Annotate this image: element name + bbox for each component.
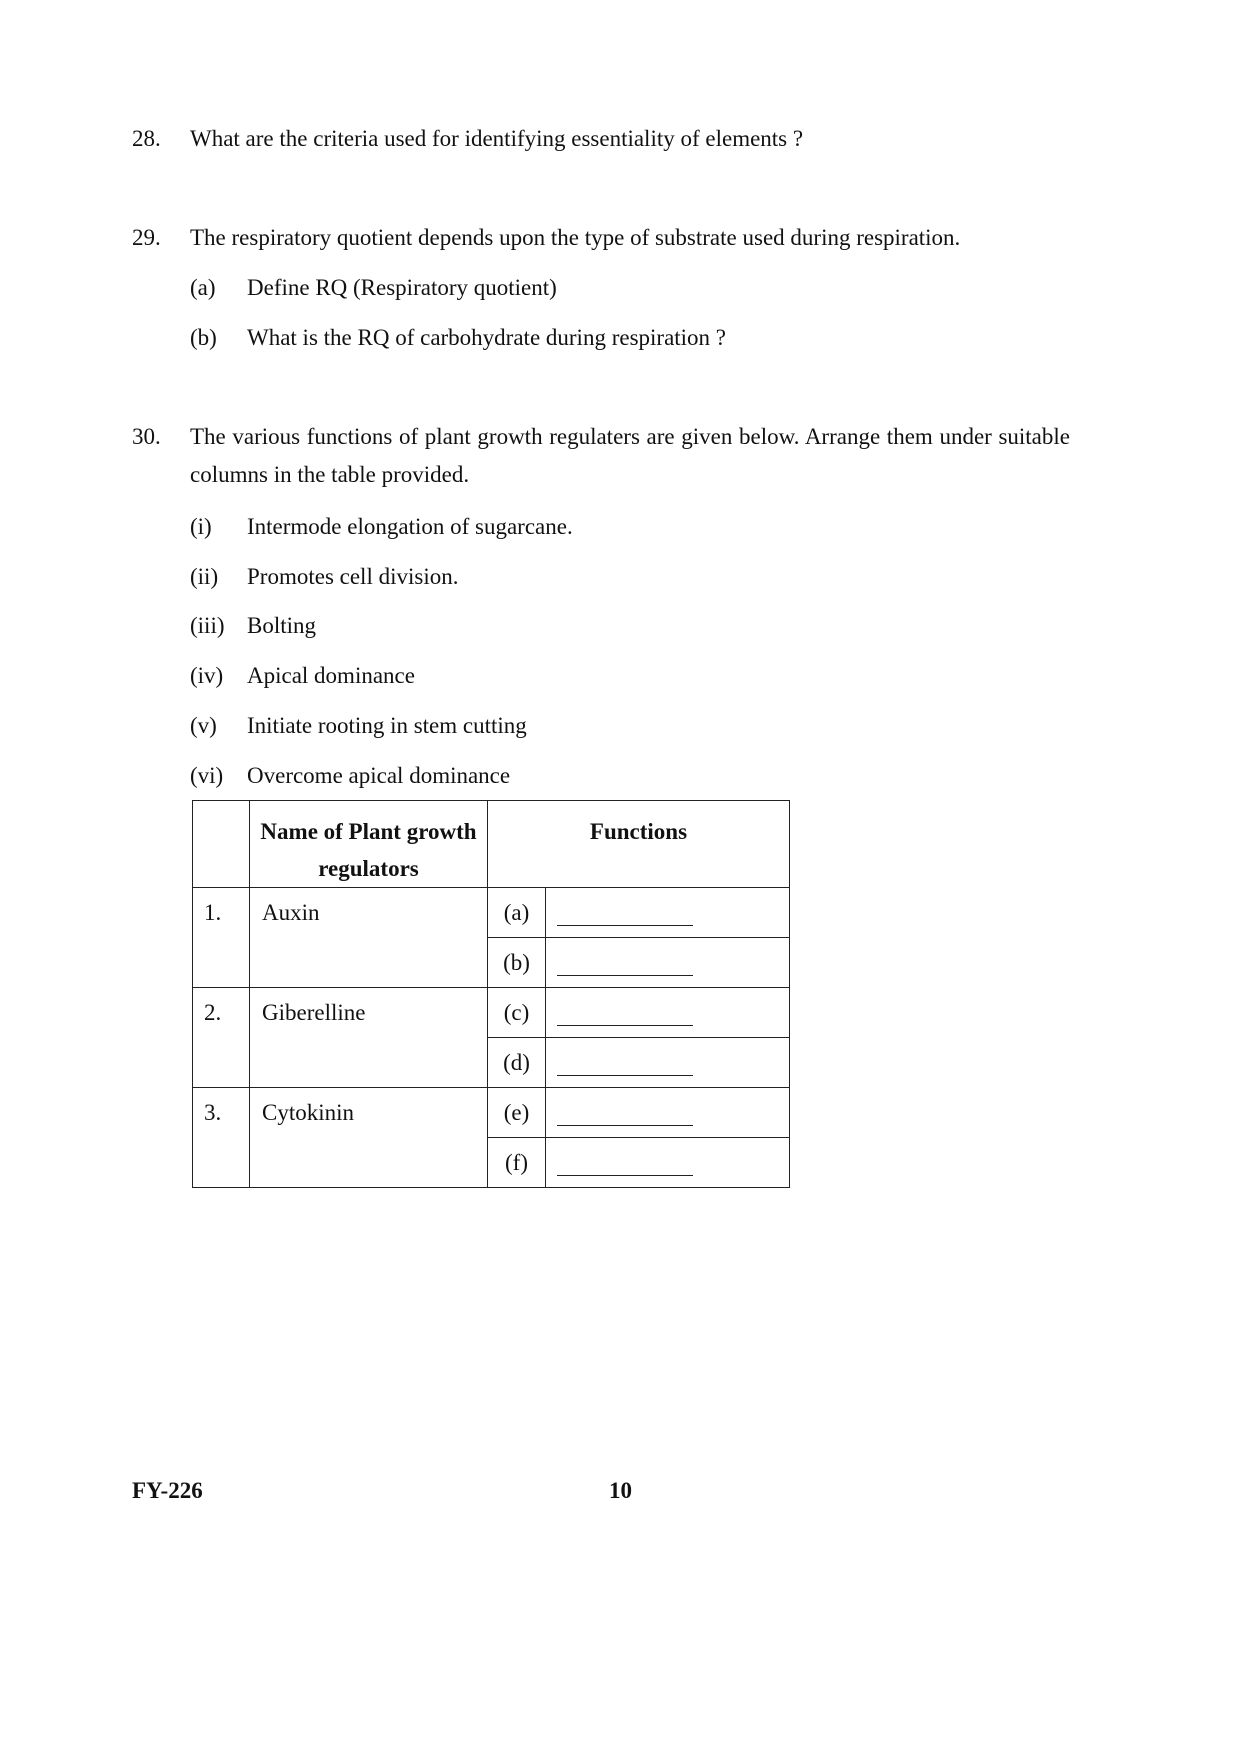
item-marker: (v): [190, 713, 217, 738]
sub-question-b: [190, 323, 726, 353]
answer-blank-cell: [546, 1038, 790, 1088]
header-name-cell: [250, 801, 488, 888]
answer-blank-line: [557, 1150, 693, 1176]
item-marker: (ii): [190, 564, 219, 589]
header-functions-cell: [488, 801, 790, 888]
answer-blank-line: [557, 1000, 693, 1026]
function-item-iv: [190, 661, 415, 691]
function-marker-cell: (e): [488, 1088, 546, 1138]
function-marker-cell: (c): [488, 988, 546, 1038]
question-text: The respiratory quotient depends upon the type of substrate used during respiration.: [190, 225, 961, 250]
paper-code: FY-226: [132, 1478, 203, 1503]
function-marker-cell: (b): [488, 938, 546, 988]
regulator-name-cell: Giberelline: [250, 988, 488, 1088]
regulator-name-cell: Auxin: [250, 888, 488, 988]
function-item-v: [190, 711, 527, 741]
row-number-cell: 3.: [193, 1088, 250, 1188]
item-text: Intermode elongation of sugarcane.: [247, 514, 573, 539]
table-header-row: [193, 801, 790, 888]
answer-blank-cell: [546, 1088, 790, 1138]
regulator-name-cell: Cytokinin: [250, 1088, 488, 1188]
question-number: 28.: [132, 126, 161, 151]
answer-blank-cell: [546, 888, 790, 938]
table-row: [193, 888, 790, 938]
answer-blank-cell: [546, 938, 790, 988]
answer-blank-line: [557, 950, 693, 976]
answer-blank-line: [557, 1100, 693, 1126]
answer-blank-cell: [546, 988, 790, 1038]
item-text: Initiate rooting in stem cutting: [247, 713, 527, 738]
answer-blank-line: [557, 900, 693, 926]
item-text: Bolting: [247, 613, 317, 638]
item-marker: (vi): [190, 763, 224, 788]
function-item-ii: [190, 562, 458, 592]
function-item-iii: [190, 611, 316, 641]
item-text: Apical dominance: [247, 663, 415, 688]
function-marker-cell: (d): [488, 1038, 546, 1088]
item-text: Overcome apical dominance: [247, 763, 511, 788]
item-marker: (iv): [190, 663, 224, 688]
function-marker-cell: (f): [488, 1138, 546, 1188]
page-number: 10: [609, 1478, 632, 1503]
sub-question-marker: (b): [190, 325, 217, 350]
sub-question-text: Define RQ (Respiratory quotient): [247, 275, 557, 300]
sub-question-a: [190, 273, 557, 303]
item-text: Promotes cell division.: [247, 564, 459, 589]
function-marker-cell: (a): [488, 888, 546, 938]
row-number-cell: 1.: [193, 888, 250, 988]
sub-question-text: What is the RQ of carbohydrate during respiration ?: [247, 325, 727, 350]
header-name-label: Name of Plant growth regulators: [260, 819, 477, 881]
answer-blank-cell: [546, 1138, 790, 1188]
function-item-vi: [190, 761, 510, 791]
header-functions-label: Functions: [589, 819, 688, 844]
item-marker: (i): [190, 514, 212, 539]
header-number-cell: [193, 801, 250, 888]
question-number: 29.: [132, 225, 161, 250]
answer-blank-line: [557, 1050, 693, 1076]
question-text: The various functions of plant growth regulaters are given below. Arrange them under suitable columns in the table provided.: [190, 424, 1070, 487]
row-number-cell: 2.: [193, 988, 250, 1088]
growth-regulator-table: [192, 800, 790, 1188]
sub-question-marker: (a): [190, 275, 216, 300]
table-row: [193, 1088, 790, 1138]
item-marker: (iii): [190, 613, 225, 638]
table-row: [193, 988, 790, 1038]
question-number: 30.: [132, 424, 161, 449]
question-text: What are the criteria used for identifying essentiality of elements ?: [190, 126, 804, 151]
function-item-i: [190, 512, 573, 542]
